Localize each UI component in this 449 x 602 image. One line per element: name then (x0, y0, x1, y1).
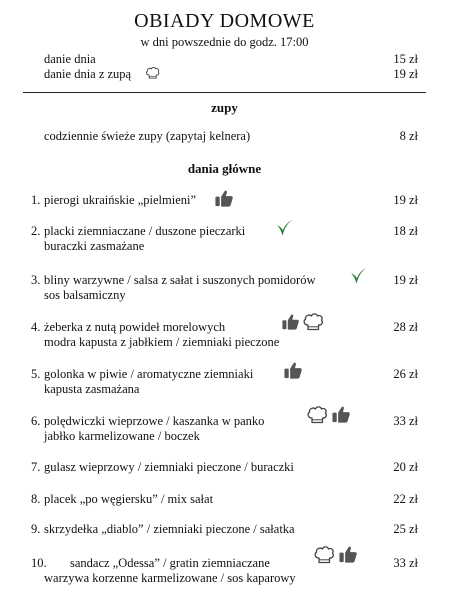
thumbs-up-icon (283, 361, 303, 380)
thumbs-up-icon (214, 189, 234, 208)
daily-item-price: 19 zł (393, 67, 418, 81)
chef-hat-icon (145, 66, 160, 80)
main-item-description: sos balsamiczny (44, 288, 126, 302)
main-item-number: 5. (31, 367, 41, 381)
daily-item-name: danie dnia (44, 52, 96, 66)
main-item-name: bliny warzywne / salsa z sałat i suszonych pomidorów (44, 273, 316, 287)
chef-hat-icon (313, 545, 335, 565)
section-heading-mains: dania główne (187, 161, 262, 176)
main-item-price: 20 zł (393, 460, 418, 474)
main-item-number: 3. (31, 273, 41, 287)
main-item-number: 8. (31, 492, 41, 506)
main-item-number: 2. (31, 224, 41, 238)
chef-hat-icon (302, 312, 324, 332)
soup-item-price: 8 zł (399, 129, 418, 143)
main-item-price: 18 zł (393, 224, 418, 238)
thumbs-up-icon (338, 545, 358, 564)
main-item-price: 28 zł (393, 320, 418, 334)
main-item-name: gulasz wieprzowy / ziemniaki pieczone / buraczki (44, 460, 294, 474)
main-item-price: 19 zł (393, 193, 418, 207)
main-item-name: skrzydełka „diablo” / ziemniaki pieczone / sałatka (44, 522, 295, 536)
main-item-number: 10. (31, 556, 47, 570)
main-item-price: 19 zł (393, 273, 418, 287)
main-item-description: warzywa korzenne karmelizowane / sos kaparowy (44, 571, 296, 585)
main-item-description: kapusta zasmażana (44, 382, 140, 396)
page-title: OBIADY DOMOWE (134, 10, 315, 32)
main-item-name: pierogi ukraińskie „pielmieni” (44, 193, 197, 207)
chef-hat-icon (306, 405, 328, 425)
main-item-name: golonka w piwie / aromatyczne ziemniaki (44, 367, 254, 381)
main-item-price: 26 zł (393, 367, 418, 381)
daily-item-name: danie dnia z zupą (44, 67, 132, 81)
main-item-description: modra kapusta z jabłkiem / ziemniaki pieczone (44, 335, 280, 349)
thumbs-up-icon (281, 313, 300, 331)
main-item-number: 1. (31, 193, 41, 207)
main-item-number: 4. (31, 320, 41, 334)
main-item-name: polędwiczki wieprzowe / kaszanka w panko (44, 414, 265, 428)
main-item-price: 33 zł (393, 556, 418, 570)
main-item-number: 9. (31, 522, 41, 536)
soup-item-name: codziennie świeże zupy (zapytaj kelnera) (44, 129, 251, 143)
main-item-number: 6. (31, 414, 41, 428)
main-item-name: sandacz „Odessa” / gratin ziemniaczane (70, 556, 270, 570)
vegetarian-check-icon (349, 266, 368, 286)
page-subtitle: w dni powszednie do godz. 17:00 (140, 35, 309, 49)
main-item-price: 22 zł (393, 492, 418, 506)
vegetarian-check-icon (275, 218, 294, 238)
main-item-name: placki ziemniaczane / duszone pieczarki (44, 224, 246, 238)
main-item-price: 25 zł (393, 522, 418, 536)
main-item-number: 7. (31, 460, 41, 474)
thumbs-up-icon (331, 405, 351, 424)
main-item-description: jabłko karmelizowane / boczek (44, 429, 200, 443)
main-item-name: żeberka z nutą powideł morelowych (44, 320, 226, 334)
main-item-name: placek „po węgiersku” / mix sałat (44, 492, 214, 506)
section-heading-soups: zupy (211, 100, 238, 115)
divider (23, 92, 426, 93)
main-item-price: 33 zł (393, 414, 418, 428)
daily-item-price: 15 zł (393, 52, 418, 66)
main-item-description: buraczki zasmażane (44, 239, 145, 253)
